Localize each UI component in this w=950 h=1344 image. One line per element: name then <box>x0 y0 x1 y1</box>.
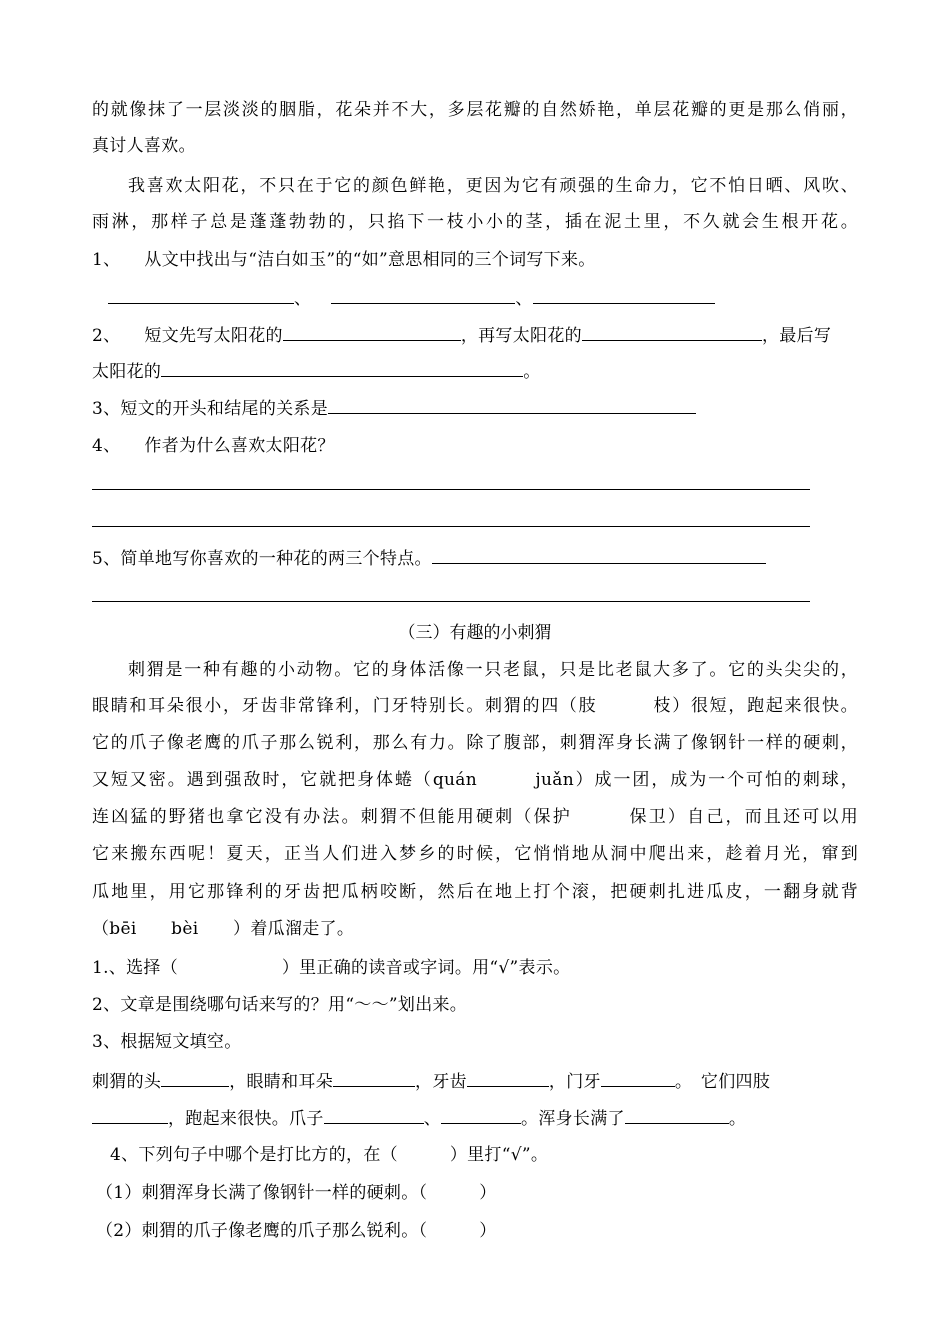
answer-line[interactable] <box>92 601 810 602</box>
separator: 、 <box>294 289 312 309</box>
q2-1-text: 从文中找出与“洁白如玉”的“如”意思相同的三个词写下来。 <box>144 250 596 270</box>
fill-text: 。 <box>728 1109 747 1129</box>
fill-text: ，眼睛和耳朵 <box>229 1072 334 1092</box>
q2-2-text-b: ，再写太阳花的 <box>460 326 582 346</box>
separator: 、 <box>515 289 533 309</box>
section3-para-line-5: 连凶猛的野猪也拿它没有办法。刺猬不但能用硬刺（保护 保卫）自己，而且还可以用 <box>92 807 858 827</box>
section3-fill-row-1 <box>92 1069 770 1094</box>
q2-1-number: 1、 <box>92 250 121 270</box>
answer-blank[interactable] <box>161 359 523 377</box>
section3-q3: 3、根据短文填空。 <box>92 1032 242 1052</box>
section3-para-line-7: 瓜地里，用它那锋利的牙齿把瓜柄咬断，然后在地上打个滚，把硬刺扎进瓜皮，一翻身就背 <box>92 882 858 902</box>
answer-blank[interactable] <box>108 286 294 304</box>
answer-blank[interactable] <box>92 1106 168 1124</box>
passage2-line-4: 雨淋，那样子总是蓬蓬勃勃的，只掐下一枝小小的茎，插在泥土里，不久就会生根开花。 <box>92 212 858 232</box>
answer-line[interactable] <box>92 489 810 490</box>
answer-blank[interactable] <box>625 1106 729 1124</box>
answer-blank[interactable] <box>333 1069 415 1087</box>
section3-sentence-1: （1）刺猬浑身长满了像钢针一样的硬刺。（ ） <box>96 1183 497 1203</box>
answer-blank[interactable] <box>331 286 515 304</box>
q2-3-text: 3、短文的开头和结尾的关系是 <box>92 399 329 419</box>
q2-2-number: 2、 <box>92 326 121 346</box>
q2-3 <box>92 396 696 421</box>
section3-para-line-3: 它的爪子像老鹰的爪子那么锐利，那么有力。除了腹部，刺猬浑身长满了像钢针一样的硬刺， <box>92 733 858 753</box>
fill-text: 刺猬的头 <box>92 1072 162 1092</box>
section3-q1: 1.、选择（ ）里正确的读音或字词。用“√”表示。 <box>92 958 571 978</box>
section3-q4: 4、下列句子中哪个是打比方的，在（ ）里打“√”。 <box>110 1145 549 1165</box>
section3-sentence-2: （2）刺猬的爪子像老鹰的爪子那么锐利。（ ） <box>96 1221 497 1241</box>
q2-2 <box>92 323 831 348</box>
passage2-line-2: 真讨人喜欢。 <box>92 136 196 156</box>
section3-para-line-8: （bēi bèi ）着瓜溜走了。 <box>92 919 355 939</box>
answer-blank[interactable] <box>283 323 461 341</box>
section3-para-line-4: 又短又密。遇到强敌时，它就把身体蜷（quán juǎn）成一团，成为一个可怕的刺球， <box>92 770 858 790</box>
answer-blank[interactable] <box>432 546 766 564</box>
q2-1-answer-row <box>108 286 715 311</box>
q2-2-text-e: 。 <box>523 362 541 382</box>
q2-2-continued <box>92 359 541 384</box>
fill-text: 。 它们四肢 <box>674 1072 771 1092</box>
q2-2-text-a: 短文先写太阳花的 <box>144 326 283 346</box>
answer-blank[interactable] <box>582 323 762 341</box>
fill-text: ，门牙 <box>548 1072 601 1092</box>
section3-para-line-1: 刺猬是一种有趣的小动物。它的身体活像一只老鼠，只是比老鼠大多了。它的头尖尖的， <box>128 660 858 680</box>
q2-2-text-d: 太阳花的 <box>92 362 162 382</box>
answer-blank[interactable] <box>601 1069 675 1087</box>
section3-para-line-6: 它来搬东西呢！夏天，正当人们进入梦乡的时候，它悄悄地从洞中爬出来，趁着月光，窜到 <box>92 844 858 864</box>
passage2-line-3: 我喜欢太阳花，不只在于它的颜色鲜艳，更因为它有顽强的生命力，它不怕日晒、风吹、 <box>128 176 858 196</box>
answer-blank[interactable] <box>441 1106 521 1124</box>
q2-4-number: 4、 <box>92 436 121 456</box>
fill-text: ，牙齿 <box>415 1072 467 1092</box>
answer-blank[interactable] <box>324 1106 424 1124</box>
section3-title: （三）有趣的小刺猬 <box>398 623 552 643</box>
answer-blank[interactable] <box>161 1069 229 1087</box>
q2-1 <box>92 248 596 272</box>
q2-2-text-c: ，最后写 <box>761 326 832 346</box>
q2-4-text: 作者为什么喜欢太阳花？ <box>144 436 335 456</box>
passage2-line-1: 的就像抹了一层淡淡的胭脂，花朵并不大，多层花瓣的自然娇艳，单层花瓣的更是那么俏丽， <box>92 100 858 120</box>
q2-5-text: 5、简单地写你喜欢的一种花的两三个特点。 <box>92 549 432 569</box>
q2-5 <box>92 546 766 571</box>
answer-blank[interactable] <box>533 286 715 304</box>
fill-text: 、 <box>423 1109 442 1129</box>
answer-blank[interactable] <box>467 1069 549 1087</box>
section3-q2: 2、文章是围绕哪句话来写的？用“～～”划出来。 <box>92 995 468 1015</box>
answer-line[interactable] <box>92 526 810 527</box>
answer-blank[interactable] <box>328 396 696 414</box>
fill-text: ，跑起来很快。爪子 <box>168 1109 324 1129</box>
fill-text: 。浑身长满了 <box>521 1109 625 1129</box>
section3-para-line-2: 眼睛和耳朵很小，牙齿非常锋利，门牙特别长。刺猬的四（肢 枝）很短，跑起来很快。 <box>92 696 858 716</box>
section3-fill-row-2 <box>92 1106 746 1131</box>
q2-4 <box>92 434 335 458</box>
